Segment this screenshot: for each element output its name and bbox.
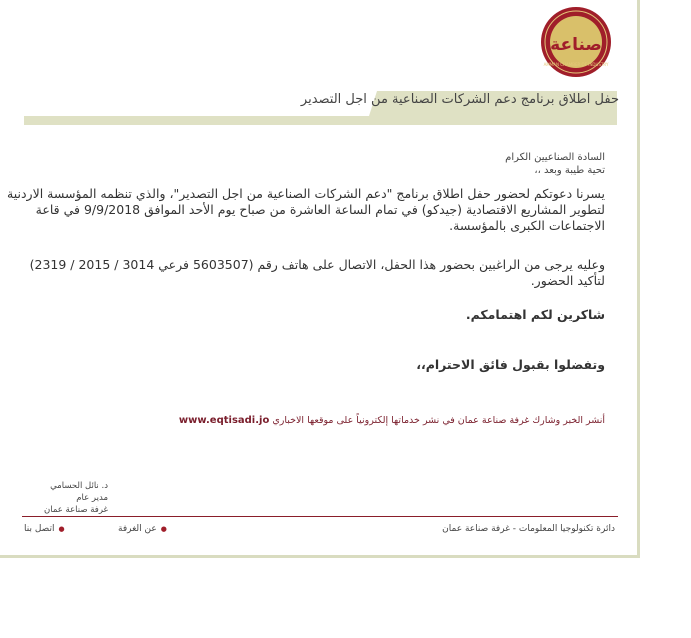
share-text: أنشر الخبر وشارك غرفة صناعة عمان في نشر خدماتها إلكترونياً على موقعها الاخباري [272, 415, 605, 426]
chamber-logo [540, 6, 612, 78]
salutation-line-1: السادة الصناعيين الكرام [505, 152, 605, 163]
contact-link[interactable] [24, 524, 65, 534]
logo-text: صناعة [550, 35, 602, 55]
signature-organization: غرفة صناعة عمان [44, 505, 108, 515]
rsvp-paragraph: وعليه يرجى من الراغبين بحضور هذا الحفل، الاتصال على هاتف رقم (5603507 فرعي 3014 / 2015 / 2319) لتأكيد الحضور. [29, 257, 605, 288]
share-note [5, 415, 605, 426]
invitation-paragraph: يسرنا دعوتكم لحضور حفل اطلاق برنامج "دعم الشركات الصناعية من اجل التصدير"، والذي تنظمه المؤسسة الاردنية لتطوير المشاريع الاقتصادية (جيدكو) في تمام الساعة العاشرة من صباح يوم الأحد الموافق 9/9/2018 في قاعة الاجتماعات الكبرى بالمؤسسة. [7, 186, 605, 233]
about-link[interactable] [118, 524, 167, 534]
page-title: حفل اطلاق برنامج دعم الشركات الصناعية من اجل التصدير [300, 92, 619, 107]
footer-divider [22, 516, 618, 517]
bullet-icon: ● [58, 525, 65, 533]
signature [22, 480, 108, 516]
website-link[interactable]: www.eqtisadi.jo [178, 415, 270, 426]
contact-label: اتصل بنا [24, 524, 55, 534]
footer-department: دائرة تكنولوجيا المعلومات - غرفة صناعة عمان [442, 524, 615, 534]
logo-subtext: AMMAN CHAMBER OF INDUSTRY [543, 62, 609, 67]
bullet-icon: ● [160, 525, 167, 533]
signature-name: د. نائل الحسامي [50, 481, 108, 491]
salutation-line-2: تحية طيبة وبعد ،، [534, 165, 605, 176]
regards-line: وتفضلوا بقبول فائق الاحترام،، [416, 357, 605, 372]
salutation [5, 151, 605, 177]
thanks-line: شاكرين لكم اهتمامكم. [465, 307, 605, 322]
signature-position: مدير عام [76, 493, 108, 503]
about-label: عن الغرفة [118, 524, 157, 534]
